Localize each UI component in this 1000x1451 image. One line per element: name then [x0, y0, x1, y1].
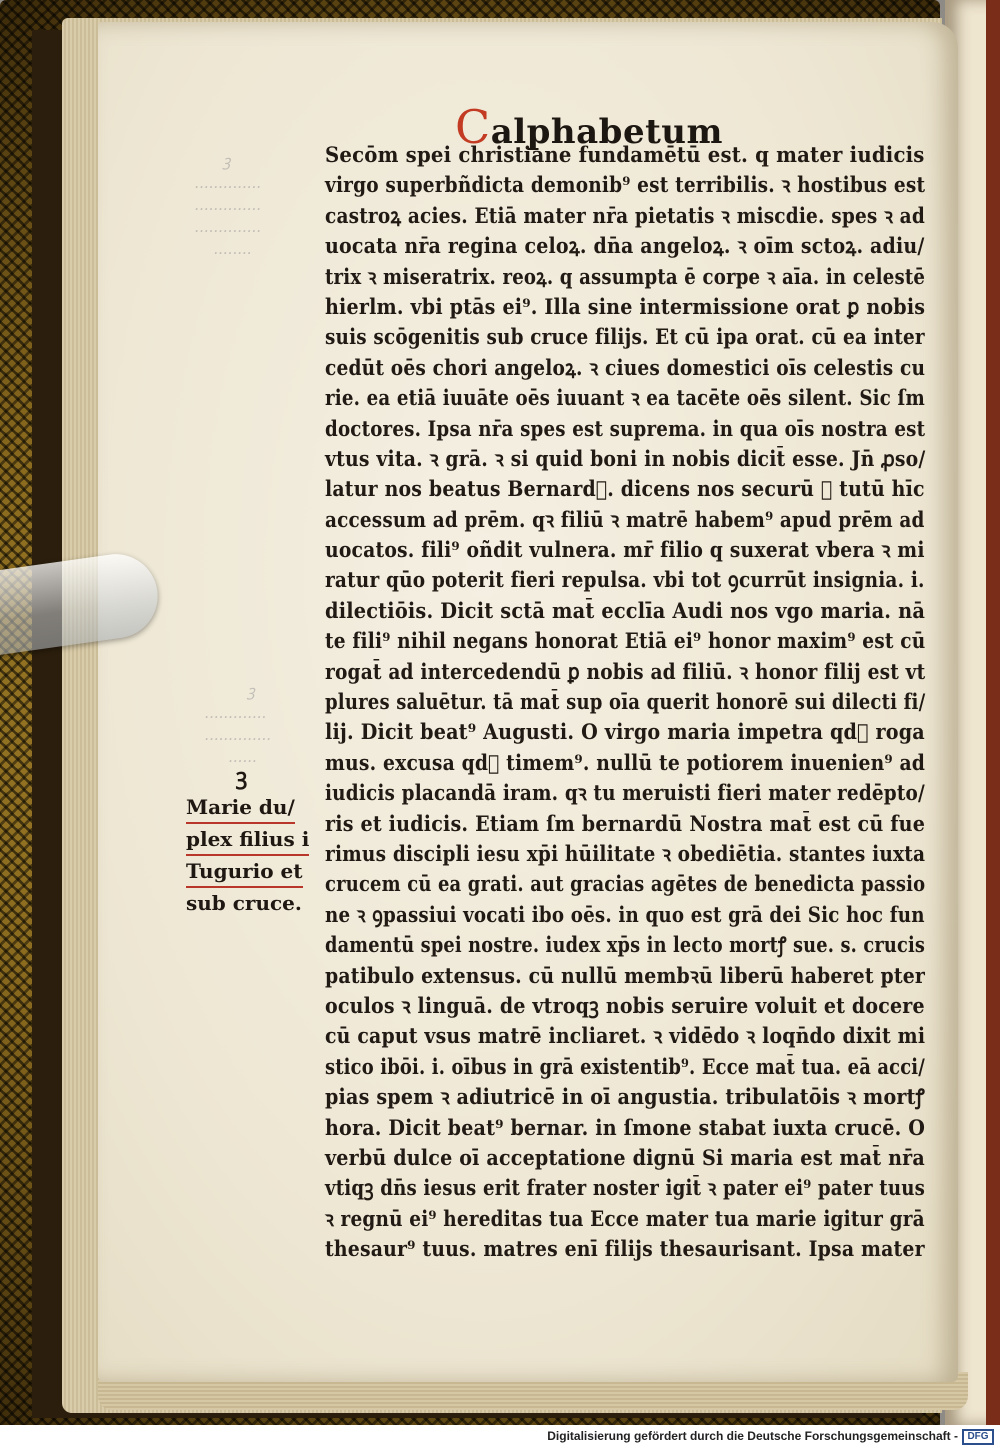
text-line: uocata nr̄a regina celoꝝ. dn̄a angeloꝝ. ꝛ oīm sctoꝝ. adiu/: [325, 233, 925, 259]
text-line: castroꝝ acies. Etiā mater nr̄a pietatis ꝛ miscdie. spes ꝛ ad: [325, 202, 925, 228]
marginal-note-line: Marie du/: [186, 792, 295, 824]
text-line: dilectiōis. Dicit sctā mat̄ ecclīa Audi nos vgo maria. nā: [325, 597, 926, 623]
marginal-note: [186, 762, 321, 918]
text-line: suis scōgenitis sub cruce filijs. Et cū ipa orat. cū ea inter: [325, 324, 925, 350]
text-line: ꝛ regnū ei⁹ hereditas tua Ecce mater tua marie igitur grā: [325, 1205, 925, 1231]
text-line: stico ibōi. i. oībus in grā existentib⁹. Ecce mat̄ tua. eā acci/: [325, 1053, 925, 1079]
marginal-note-line: sub cruce.: [186, 891, 302, 915]
text-line: doctores. Ipsa nr̄a spes est suprema. in qua oīs nostra est: [325, 415, 926, 441]
heading-text: alphabetum: [490, 112, 723, 152]
text-line: damentū spei nostre. iudex xp̄s in lecto mortꝭ sue. s. crucis: [325, 932, 926, 958]
text-line: cedūt oēs chori angeloꝝ. ꝛ ciues domestici oīs celestis cu: [325, 354, 926, 380]
text-line: cū caput vsus matrē incliaret. ꝛ vidēdo ꝛ loqn̄do dixit mi: [325, 1023, 926, 1049]
marginal-note-line: plex filius i: [186, 824, 309, 856]
text-line: rimus discipli iesu xp̄i hūilitate ꝛ obediētia. stantes iuxta: [325, 840, 926, 866]
text-line: ne ꝛ ꝯpassiui vocati ibo oēs. in quo est grā dei Sic hoc fun: [325, 901, 925, 927]
text-line: mus. excusa qd᷒ timem⁹. nullū te potiorem inuenien⁹ ad: [325, 749, 926, 775]
text-line: uocatos. fili⁹ oñdit vulnera. mr̄ filio q suxerat vbera ꝛ mi: [325, 537, 925, 563]
text-line: hierlm. vbi ptās ei⁹. Illa sine intermissione orat ꝑ nobis: [325, 293, 926, 319]
text-line: ris et iudicis. Etiam ſm bernardū Nostra mat̄ est cū fue: [325, 810, 926, 836]
main-text-block: [325, 140, 935, 1264]
text-line: latur nos beatus Bernard᷒. dicens nos securū ꝛ tutū hīc: [325, 476, 925, 502]
text-line: vtiqꝫ dn̄s iesus erit frater noster igit̄ ꝛ pater ei⁹ pater tuus: [325, 1175, 926, 1201]
binding-spine-edge: [986, 0, 1000, 1425]
text-line: Secōm spei christiane fundamētū est. q mater iudicis: [325, 142, 925, 167]
marginal-note-line: Tugurio et: [186, 856, 303, 888]
text-line: vtus vita. ꝛ grā. ꝛ si quid boni in nobis dicit̄ esse. Jn̄ ꝓso/: [325, 445, 926, 471]
text-line: trix ꝛ miseratrix. reoꝝ. q assumpta ē corpe ꝛ aīa. in celestē: [325, 263, 926, 289]
show-through-marks-top: ꝫ .............. .............. .............. ........: [194, 152, 262, 258]
heading-initial-rubric: C: [455, 100, 491, 154]
text-line: iudicis placandā iram. qꝛ tu meruisti fieri mater redēpto/: [325, 780, 925, 806]
text-line: virgo superbñdicta demonib⁹ est terribilis. ꝛ hostibus est: [325, 172, 926, 198]
text-line: oculos ꝛ linguā. de vtroqꝫ nobis seruire voluit et docere: [325, 992, 925, 1018]
text-line: pias spem ꝛ adiutricē in oī angustia. tribulatōis ꝛ mortꝭ: [325, 1084, 925, 1110]
text-line: accessum ad prēm. qꝛ filiū ꝛ matrē habem⁹ apud prēm ad: [325, 506, 925, 532]
text-line: patibulo extensus. cū nullū membꝛū liberū haberet pter: [325, 962, 926, 988]
text-line: rie. ea etiā iuuāte oēs iuuant ꝛ ea tacēte oēs silent. Sic ſm: [325, 385, 925, 411]
funding-credit: Digitalisierung gefördert durch die Deutsche Forschungsgemeinschaft -: [547, 1429, 958, 1443]
marginal-note-symbol: ꝫ: [236, 764, 248, 790]
text-line: rogat̄ ad intercedendū ꝑ nobis ad filiū. ꝛ honor filij est vt: [325, 658, 926, 684]
text-line: verbū dulce oī acceptatione dignū Si maria est mat̄ nr̄a: [325, 1144, 925, 1170]
dfg-logo: DFG: [962, 1429, 994, 1445]
footer-bar: [0, 1425, 1000, 1451]
text-line: hora. Dicit beat⁹ bernar. in ſmone stabat iuxta crucē. O: [325, 1114, 926, 1140]
show-through-marks-mid: ꝫ ............. .............. ......: [204, 682, 272, 766]
text-line: plures saluētur. tā mat̄ sup oīa querit honorē sui dilecti fi/: [325, 689, 926, 715]
text-line: ratur qūo poterit fieri repulsa. vbi tot ꝯcurrūt insignia. i.: [325, 567, 925, 593]
text-line: thesaur⁹ tuus. matres enī filijs thesaurisant. Ipsa mater: [325, 1236, 925, 1262]
text-line: te fili⁹ nihil negans honorat Etiā ei⁹ honor maxim⁹ est cū: [325, 628, 926, 654]
text-line: crucem cū ea grati. aut gracias agētes de benedicta passio: [325, 871, 926, 897]
text-line: lij. Dicit beat⁹ Augusti. O virgo maria impetra qd᷒ roga: [325, 719, 925, 745]
